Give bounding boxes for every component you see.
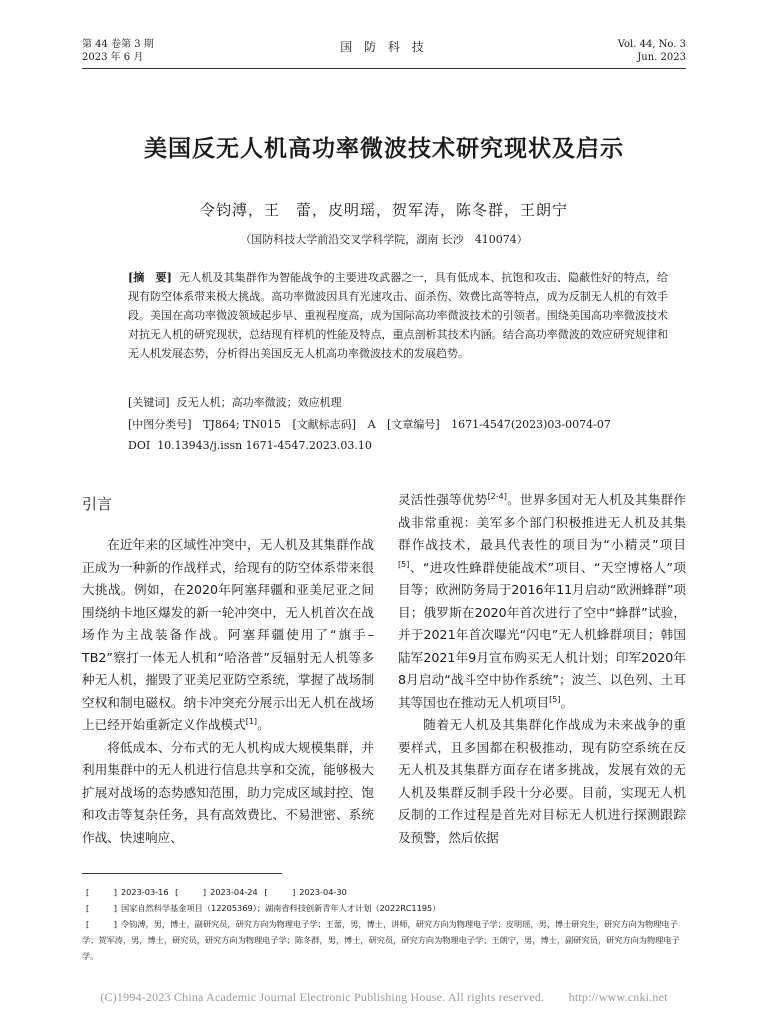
header-rule bbox=[82, 68, 686, 69]
doi-line bbox=[128, 438, 668, 453]
article-number-label: [文章编号] bbox=[387, 418, 440, 431]
header-vol-cn: 第 44 卷第 3 期 bbox=[82, 39, 154, 50]
doc-code-label: [文献标志码] bbox=[292, 418, 357, 431]
abstract-label: [摘 要] bbox=[128, 271, 172, 284]
paragraph-tail: 。 bbox=[560, 694, 574, 710]
paragraph bbox=[398, 489, 686, 714]
revised-date: 2023-04-24 bbox=[210, 887, 258, 897]
footnote-bracket: [ ] bbox=[175, 887, 207, 897]
article-number-value: 1671-4547(2023)03-0074-07 bbox=[451, 418, 611, 431]
footnote-bracket: [ ] bbox=[86, 887, 117, 897]
paragraph bbox=[82, 534, 374, 737]
doi-value: 10.13943/j.issn 1671-4547.2023.03.10 bbox=[157, 439, 372, 452]
header-date-en: Jun. 2023 bbox=[637, 52, 686, 63]
header-vol-en: Vol. 44, No. 3 bbox=[617, 39, 686, 50]
paragraph-text: 随着无人机及其集群化作战成为未来战争的重要样式，且多国都在积极推动，现有防空系统在反无人机及其集群方面存在诸多挑战，发展有效的无人机及集群反制手段十分必要。目前，实现无人机反制的工作过程是首先对目标无人机进行探测跟踪及预警，然后依据 bbox=[398, 717, 686, 845]
abstract bbox=[128, 268, 668, 363]
footnote-bracket: [ ] bbox=[86, 919, 117, 929]
author-bio-text: 令钧溥，男，博士，副研究员，研究方向为物理电子学；王蕾，男，博士，讲师，研究方向为物理电子学；皮明瑶，男，博士研究生，研究方向为物理电子学；贺军涛，男，博士，研究员，研究方向为物理电子学；陈冬群，男，博士，研究员，研究方向为物理电子学；王朗宁，男，博士，副研究员，研究方向为物理电子学。 bbox=[82, 919, 680, 961]
footnote-funding bbox=[82, 900, 686, 916]
copyright-watermark: (C)1994-2023 China Academic Journal Electronic Publishing House. All rights reserved. http://www.cnki.net bbox=[100, 990, 668, 1004]
right-column bbox=[398, 489, 686, 849]
paragraph-text: 在近年来的区域性冲突中，无人机及其集群作战正成为一种新的作战样式，给现有的防空体系带来很大挑战。例如，在2020年阿塞拜疆和亚美尼亚之间围绕纳卡地区爆发的新一轮冲突中，无人机首次在战场作为主战装备作战。阿塞拜疆使用了“旗手–TB2”察打一体无人机和“哈洛普”反辐射无人机等多种无人机，摧毁了亚美尼亚防空系统，掌握了战场制空权和制电磁权。纳卡冲突充分展示出无人机在战场上已经开始重新定义作战模式 bbox=[82, 537, 374, 732]
paragraph bbox=[82, 737, 374, 850]
keywords-text: 反无人机；高功率微波；效应机理 bbox=[176, 396, 342, 409]
paragraph-text: 、“进攻性蜂群使能战术”项目、“天空博格人”项目等；欧洲防务局于2016年11月启动“欧洲蜂群”项目；俄罗斯在2020年首次进行了空中“蜂群”试验，并于2021年首次曝光“闪电”无人机蜂群项目；韩国陆军2021年9月宣布购买无人机计划；印军2020年8月启动“战斗空中协作系统”；波兰、以色列、土耳其等国也在推动无人机项目 bbox=[398, 559, 686, 710]
author-list: 令钧溥，王 蕾，皮明瑶，贺军涛，陈冬群，王朗宁 bbox=[199, 201, 568, 219]
clc-value: TJ864; TN015 bbox=[203, 418, 281, 431]
paragraph-text: 灵活性强等优势 bbox=[398, 492, 488, 507]
section-heading: 引言 bbox=[82, 495, 113, 513]
header-volume-en bbox=[618, 38, 686, 64]
citation: [1] bbox=[245, 716, 258, 726]
classification-line bbox=[128, 417, 673, 432]
keywords bbox=[128, 395, 668, 410]
funding-text: 国家自然科学基金项目（12205369）；湖南省科技创新青年人才计划（2022RC1195） bbox=[120, 903, 441, 913]
doc-code-value: A bbox=[367, 418, 376, 431]
paragraph bbox=[398, 714, 686, 849]
footnote-dates bbox=[82, 884, 686, 900]
citation: [2-4] bbox=[487, 491, 507, 501]
paragraph-text: 。世界多国对无人机及其集群作战非常重视：美军多个部门积极推进无人机及其集群作战技术，最具代表性的项目为“小精灵”项目 bbox=[398, 492, 687, 552]
paper-title: 美国反无人机高功率微波技术研究现状及启示 bbox=[144, 135, 624, 162]
footnote-rule bbox=[82, 873, 282, 874]
paragraph-text: 将低成本、分布式的无人机构成大规模集群，并利用集群中的无人机进行信息共享和交流，能够极大扩展对战场的态势感知范围，助力完成区域封控、饱和攻击等复杂任务，具有高效费比、不易泄密、系统作战、快速响应、 bbox=[82, 739, 374, 845]
left-column bbox=[82, 534, 374, 849]
footnote-bio bbox=[82, 916, 686, 964]
abstract-text: 无人机及其集群作为智能战争的主要进攻武器之一，具有低成本、抗饱和攻击、隐蔽性好的特点，给现有防空体系带来极大挑战。高功率微波因具有光速攻击、面杀伤、效费比高等特点，成为反制无人机的有效手段。美国在高功率微波领域起步早、重视程度高，成为国际高功率微波技术的引领者。围绕美国高功率微波技术对抗无人机的研究现状，总结现有样机的性能及特点，重点剖析其技术内涵。结合高功率微波的效应研究规律和无人机发展态势，分析得出美国反无人机高功率微波技术的发展趋势。 bbox=[128, 271, 669, 360]
header-date-cn: 2023 年 6 月 bbox=[82, 52, 144, 63]
citation: [5] bbox=[549, 694, 561, 704]
keywords-label: [关键词] bbox=[128, 396, 170, 409]
journal-name: 国 防 科 技 bbox=[340, 40, 428, 54]
footnote-bracket: [ ] bbox=[264, 887, 296, 897]
footnotes bbox=[82, 884, 686, 964]
doi-label: DOI bbox=[128, 439, 151, 452]
footnote-bracket: [ ] bbox=[86, 903, 117, 913]
citation: [5] bbox=[398, 559, 410, 569]
received-date: 2023-03-16 bbox=[120, 887, 169, 897]
clc-label: [中图分类号] bbox=[128, 418, 192, 431]
paragraph-tail: 。 bbox=[257, 717, 270, 732]
accepted-date: 2023-04-30 bbox=[299, 887, 347, 897]
affiliation: （国防科技大学前沿交叉学科学院，湖南 长沙 410074） bbox=[240, 233, 528, 246]
